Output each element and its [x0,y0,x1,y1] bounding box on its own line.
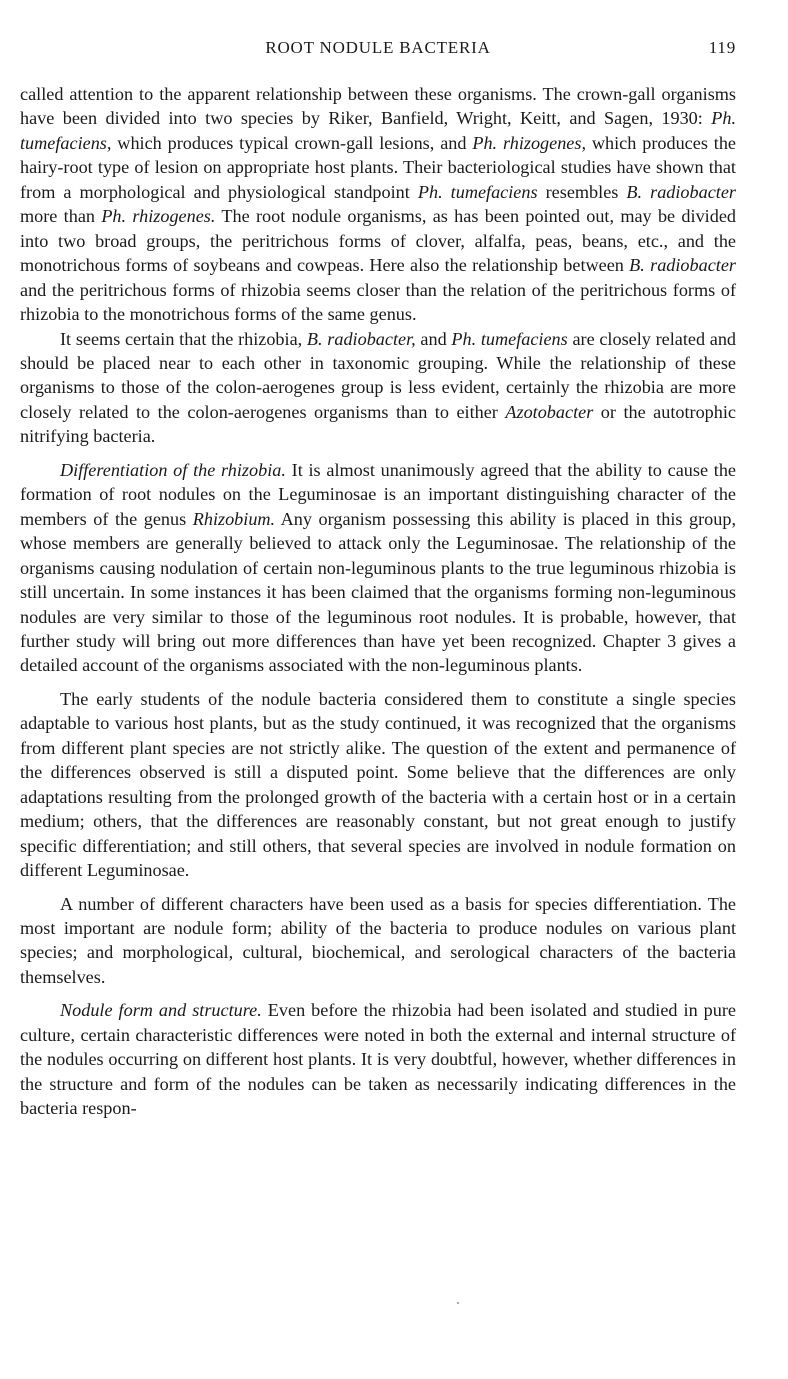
italic-text: Ph. tumefaciens [417,181,538,202]
paragraph [20,327,736,449]
text-run: A number of different characters have been used as a basis for species differentiation. The most important are nodule form; ability of the bacteria to produce nodules on various plant species; and morphological, cultural, biochemical, and serological characters of the bacteria themselves. [20,893,736,987]
text-run: The early students of the nodule bacteria considered them to constitute a single species adaptable to various host plants, but as the study continued, it was recognized that the organisms from different plant species are not strictly alike. The question of the extent and permanence of the differences observed is still a disputed point. Some believe that the differences are only adaptations resulting from the prolonged growth of the bacteria with a certain host or in a certain medium; others, that the differences are reasonably constant, but not great enough to justify specific differentiation; and still others, that several species are involved in nodule formation on different Leguminosae. [20,688,736,881]
text-run: Even before the rhizobia had been isolated and studied in pure culture, certain characteristic differences were noted in both the external and internal structure of the nodules occurring on different host plants. It is very doubtful, however, whether differences in the structure and form of the nodules can be taken as necessarily indicating differences in the bacteria respon- [20,1000,736,1119]
text-run: It seems certain that the rhizobia, [60,328,307,349]
italic-text: Rhizobium. [192,508,276,529]
body-text [20,82,736,1121]
italic-text: Ph. tumefaciens [451,328,568,349]
text-run: called attention to the apparent relationship between these organisms. The crown-gall organisms have been divided into two species by Riker, Banfield, Wright, Keitt, and Sagen, 1930: [20,84,736,129]
italic-text: B. radiobacter, [306,328,416,349]
print-speck [457,1302,459,1304]
italic-text: Differentiation of the rhizobia. [60,459,286,480]
italic-text: Ph. rhizogenes, [472,132,587,153]
text-run: and the peritrichous forms of rhizobia seems closer than the relation of the peritrichous forms of rhizobia to the monotrichous forms of the same genus. [20,279,736,325]
text-run: Any organism possessing this ability is placed in this group, whose members are generally believed to attack only the Leguminosae. The relationship of the organisms causing nodulation of certain non-leguminous plants to the true leguminous rhizobia is still uncertain. In some instances it has been claimed that the organisms forming non-leguminous nodules are very similar to those of the leguminous root nodules. It is probable, however, that further study will bring out more differences than have yet been recognized. Chapter 3 gives a detailed account of the organisms associated with the non-leguminous plants. [20,508,737,676]
italic-text: B. radiobacter [626,181,736,202]
text-run: which produces the hairy-root type of lesion on appropriate host plants. Their bacteriological studies have shown that from a morphological and physiological standpoint [20,132,737,202]
text-run: or the autotrophic nitrifying bacteria. [20,401,736,447]
paragraph [20,458,736,678]
italic-text: Nodule form and structure. [60,1000,262,1021]
italic-text: Ph. rhizogenes. [101,206,216,227]
text-run: are closely related and should be placed near to each other in taxonomic grouping. While the relationship of these organisms to those of the colon-aerogenes group is less evident, certainly the rhizobia are more closely related to the colon-aerogenes organisms than to either [20,328,737,422]
text-run: more than [20,206,102,227]
paragraph [20,998,736,1120]
text-run: and [415,328,452,349]
running-title: ROOT NODULE BACTERIA [265,38,491,57]
italic-text: B. radiobacter [629,255,736,276]
paragraph [20,687,736,883]
text-run: which produces typical crown-gall lesions, and [111,132,473,153]
paragraph [20,892,736,990]
page-number: 119 [708,38,736,57]
text-run: The root nodule organisms, as has been pointed out, may be divided into two broad groups, the peritrichous forms of clover, alfalfa, peas, beans, etc., and the monotrichous forms of soybeans and cowpeas. Here also the relationship between [20,206,736,276]
paragraph [20,82,736,327]
page-header [20,38,736,64]
italic-text: Azotobacter [505,401,594,422]
text-run: resembles [537,181,627,202]
italic-text: Ph. tumefaciens, [20,108,736,153]
text-run: It is almost unanimously agreed that the ability to cause the formation of root nodules on the Leguminosae is an important distinguishing character of the members of the genus [20,459,736,529]
